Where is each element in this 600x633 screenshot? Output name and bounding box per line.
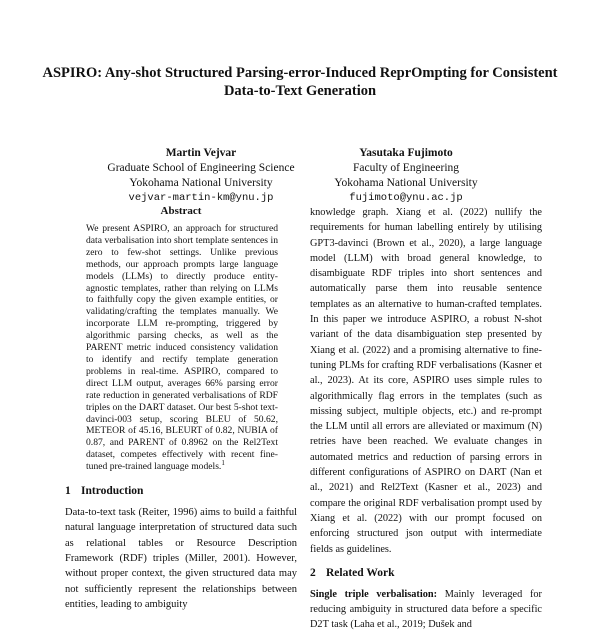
section-title: Introduction <box>81 485 144 498</box>
author-email: fujimoto@ynu.ac.jp <box>349 192 463 204</box>
author-university: Yokohama National University <box>334 177 478 189</box>
author-affiliation: Graduate School of Engineering Science <box>107 162 295 174</box>
introduction-paragraph: Data-to-text task (Reiter, 1996) aims to build a faithful natural language interpretation of structured data such as relational tables or Resource Description Framework (RDF) triples (Miller, 2001). However, without proper context, the given structured data may not sufficiently represent the relationships between entities, leading to ambiguity <box>65 507 297 610</box>
section-title: Related Work <box>326 566 395 579</box>
abstract-heading: Abstract <box>160 205 202 217</box>
paper-title: ASPIRO: Any-shot Structured Parsing-error-Induced ReprOmpting for Consistent Data-to-Text Generation <box>42 65 558 99</box>
left-column <box>65 205 297 612</box>
author-block-2 <box>296 146 516 206</box>
run-in-heading: Single triple verbalisation: <box>310 588 438 600</box>
right-column <box>310 205 542 633</box>
section-heading-related-work <box>310 567 542 579</box>
abstract-text: We present ASPIRO, an approach for structured data verbalisation into short template sentences in zero to few-shot settings. Unlike previous methods, our approach prompts large language models (LLMs) to directly produce entity-agnostic templates, rather than relying on LLMs to faithfully copy the given example entities, or validating/crafting the templates manually. We incorporate LLM re-prompting, triggered by algorithmic parsing checks, as well as the PARENT metric induced consistency validation to identify and rectify template generation problems in real-time. ASPIRO, compared to direct LLM output, averages 66% parsing error rate reduction in generated verbalisations of RDF triples on the DART dataset. Our best 5-shot text-davinci-003 setup, scoring BLEU of 50.62, METEOR of 45.16, BLEURT of 0.82, NUBIA of 0.87, and PARENT of 0.8962 on the Rel2Text dataset, competes effectively with recent fine-tuned pre-trained language models. <box>86 223 278 473</box>
author-university: Yokohama National University <box>129 177 273 189</box>
section-number: 1 <box>65 485 71 498</box>
footnote-marker: 1 <box>221 458 225 467</box>
related-work-paragraph <box>310 587 542 633</box>
author-name: Yasutaka Fujimoto <box>359 147 453 159</box>
author-email: vejvar-martin-km@ynu.jp <box>128 192 274 204</box>
author-affiliation: Faculty of Engineering <box>352 162 460 174</box>
continuation-paragraph: knowledge graph. Xiang et al. (2022) nullify the requirements for human labelling entirely by utilising GPT3-davinci (Brown et al., 2020), a large language model (LLM) with broad general knowledge, to disambiguate RDF triples into short sentences and automatically parse them into reusable sentence templates as an alternative to human-crafted templates. In this paper we introduce ASPIRO, a robust N-shot variant of the data disambiguation step presented by Xiang et al. (2022) and a promising alternative to fine-tuning PLMs for crafting RDF verbalisations (Kasner et al., 2023). At its core, ASPIRO uses simple rules to algorithmically flag errors in the templates (such as missing subject, multiple objects, etc.) and re-prompt the LLM until all errors are alleviated or maximum (N) retries have been reached. We evaluate changes in automated metrics and reduction of parsing errors in different configurations of ASPIRO on DART (Nan et al., 2021) and Rel2Text (Kasner et al., 2023) and compare the original RDF verbalisation prompt used by Xiang et al. (2022) with our prompt focused on enforcing structured json output with intermediate fields as guidelines. <box>310 207 542 555</box>
section-heading-introduction <box>65 485 297 497</box>
author-block-1 <box>86 146 316 206</box>
author-name: Martin Vejvar <box>165 147 237 159</box>
related-work-text: Mainly leveraged for reducing ambiguity in structured data before a specific D2T task (Laha et al., 2019; Dušek and <box>310 588 542 631</box>
abstract-body <box>86 223 278 473</box>
section-number: 2 <box>310 566 316 579</box>
